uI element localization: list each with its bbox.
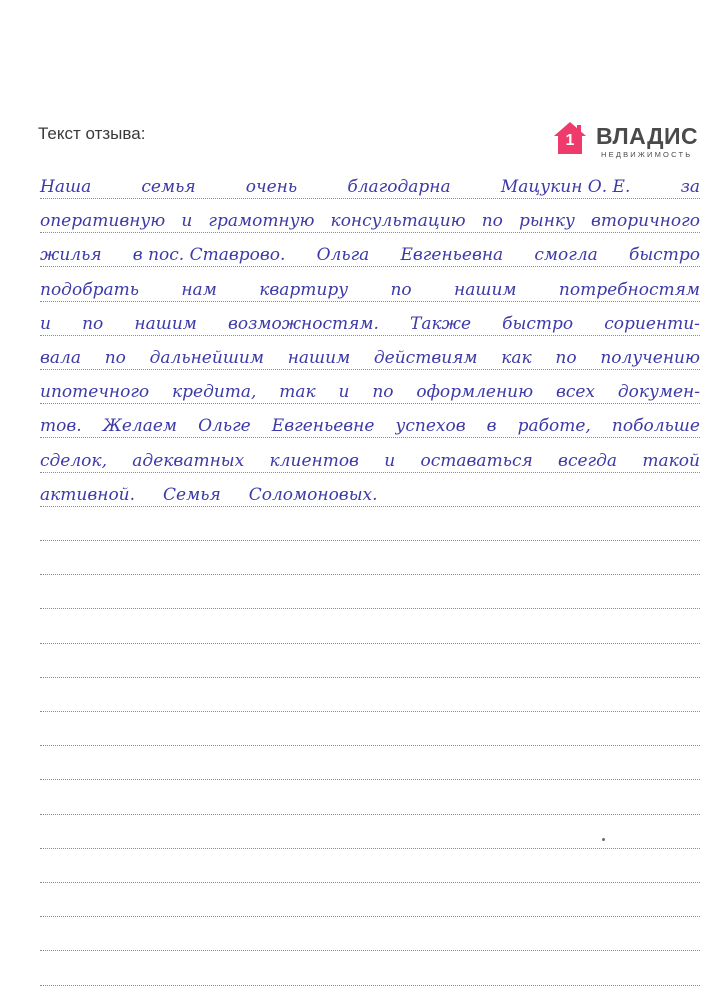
ruled-line <box>40 437 700 438</box>
handwritten-word: Ольга <box>316 245 370 265</box>
handwritten-word: в пос. Ставрово. <box>132 245 286 265</box>
vladis-logo <box>552 120 702 160</box>
handwritten-word: получению <box>600 348 700 368</box>
handwritten-word: по <box>82 314 104 334</box>
ruled-line <box>40 301 700 302</box>
handwritten-word: квартиру <box>259 280 349 300</box>
ruled-line <box>40 335 700 336</box>
handwritten-word: клиентов <box>269 451 359 471</box>
ruled-line <box>40 472 700 473</box>
logo-brand-name: ВЛАДИС <box>596 123 699 149</box>
handwritten-line <box>40 313 700 335</box>
handwritten-word: как <box>501 348 532 368</box>
handwritten-line <box>40 176 700 198</box>
handwritten-word: Евгеньевне <box>271 416 375 436</box>
ruled-line <box>40 779 700 780</box>
handwritten-line <box>40 279 700 301</box>
ruled-line <box>40 711 700 712</box>
handwritten-word: Желаем <box>102 416 177 436</box>
ruled-line <box>40 266 700 267</box>
handwritten-word: Семья <box>163 485 221 505</box>
handwritten-word: успехов <box>395 416 466 436</box>
handwritten-word: в <box>486 416 497 436</box>
handwritten-word: быстро <box>628 245 700 265</box>
handwritten-word: всех <box>555 382 596 402</box>
ruled-line <box>40 985 700 986</box>
ruled-line <box>40 848 700 849</box>
handwritten-word: нашим <box>454 280 517 300</box>
handwritten-word: адекватных <box>132 451 245 471</box>
ruled-line <box>40 574 700 575</box>
handwritten-word: потребностям <box>558 280 700 300</box>
handwritten-word: побольше <box>611 416 700 436</box>
ruled-line <box>40 506 700 507</box>
ruled-line <box>40 540 700 541</box>
handwritten-word: очень <box>245 177 298 197</box>
handwritten-word: жилья <box>40 245 102 265</box>
handwritten-word: ипотечного <box>40 382 150 402</box>
handwritten-word: работе, <box>517 416 591 436</box>
handwritten-word: Наша <box>40 177 92 197</box>
ruled-line <box>40 882 700 883</box>
handwritten-word: оперативную <box>40 211 166 231</box>
handwritten-word: и <box>338 382 350 402</box>
paper-speck <box>602 838 605 841</box>
handwritten-word: Соломоновых. <box>248 485 378 505</box>
handwritten-line <box>40 484 700 506</box>
handwritten-word: вала <box>40 348 81 368</box>
handwritten-word: быстро <box>502 314 574 334</box>
handwritten-word: нам <box>181 280 217 300</box>
handwritten-word: благодарна <box>347 177 451 197</box>
handwritten-word: дальнейшим <box>149 348 264 368</box>
handwritten-word: такой <box>642 451 700 471</box>
ruled-line <box>40 643 700 644</box>
review-text-label: Текст отзыва: <box>38 124 146 143</box>
ruled-line <box>40 677 700 678</box>
handwritten-word: Ольге <box>198 416 251 436</box>
handwritten-word: Также <box>410 314 472 334</box>
handwritten-word: семья <box>141 177 196 197</box>
handwritten-word: действиям <box>373 348 478 368</box>
handwritten-word: тов. <box>40 416 82 436</box>
handwritten-word: и <box>40 314 51 334</box>
logo-badge-number: 1 <box>565 132 575 149</box>
handwritten-line <box>40 381 700 403</box>
handwritten-word: так <box>279 382 316 402</box>
handwritten-word: докумен- <box>617 382 700 402</box>
handwritten-word: вторичного <box>591 211 700 231</box>
handwritten-word: всегда <box>558 451 618 471</box>
handwritten-word: оформлению <box>416 382 534 402</box>
handwritten-word: сделок, <box>40 451 107 471</box>
handwritten-word: оставаться <box>420 451 533 471</box>
handwritten-word: нашим <box>134 314 197 334</box>
handwritten-word: грамотную <box>208 211 315 231</box>
ruled-line <box>40 232 700 233</box>
handwritten-word: консультацию <box>330 211 466 231</box>
ruled-line <box>40 916 700 917</box>
ruled-line <box>40 403 700 404</box>
handwritten-word: рынку <box>518 211 575 231</box>
handwritten-word: смогла <box>534 245 598 265</box>
handwritten-word: активной. <box>40 485 136 505</box>
ruled-line <box>40 950 700 951</box>
handwritten-word: по <box>104 348 126 368</box>
handwritten-word: Евгеньевна <box>400 245 504 265</box>
ruled-line <box>40 814 700 815</box>
ruled-line <box>40 608 700 609</box>
handwritten-word: по <box>555 348 577 368</box>
handwritten-word: подобрать <box>40 280 139 300</box>
handwritten-word: и <box>181 211 193 231</box>
handwritten-line <box>40 244 700 266</box>
handwritten-line <box>40 347 700 369</box>
handwritten-word: за <box>680 177 700 197</box>
handwritten-line <box>40 415 700 437</box>
handwritten-word: нашим <box>287 348 351 368</box>
logo-subtitle: НЕДВИЖИМОСТЬ <box>601 150 693 159</box>
handwritten-word: и <box>384 451 396 471</box>
handwritten-line <box>40 210 700 232</box>
handwritten-word: кредита, <box>171 382 257 402</box>
handwritten-word: по <box>372 382 394 402</box>
ruled-line <box>40 369 700 370</box>
ruled-line <box>40 745 700 746</box>
handwritten-word: Мацукин О. Е. <box>500 177 631 197</box>
handwritten-line <box>40 450 700 472</box>
handwritten-word: по <box>390 280 412 300</box>
handwritten-word: по <box>481 211 503 231</box>
ruled-line <box>40 198 700 199</box>
handwritten-word: возможностям. <box>228 314 379 334</box>
handwritten-word: сориенти- <box>604 314 700 334</box>
